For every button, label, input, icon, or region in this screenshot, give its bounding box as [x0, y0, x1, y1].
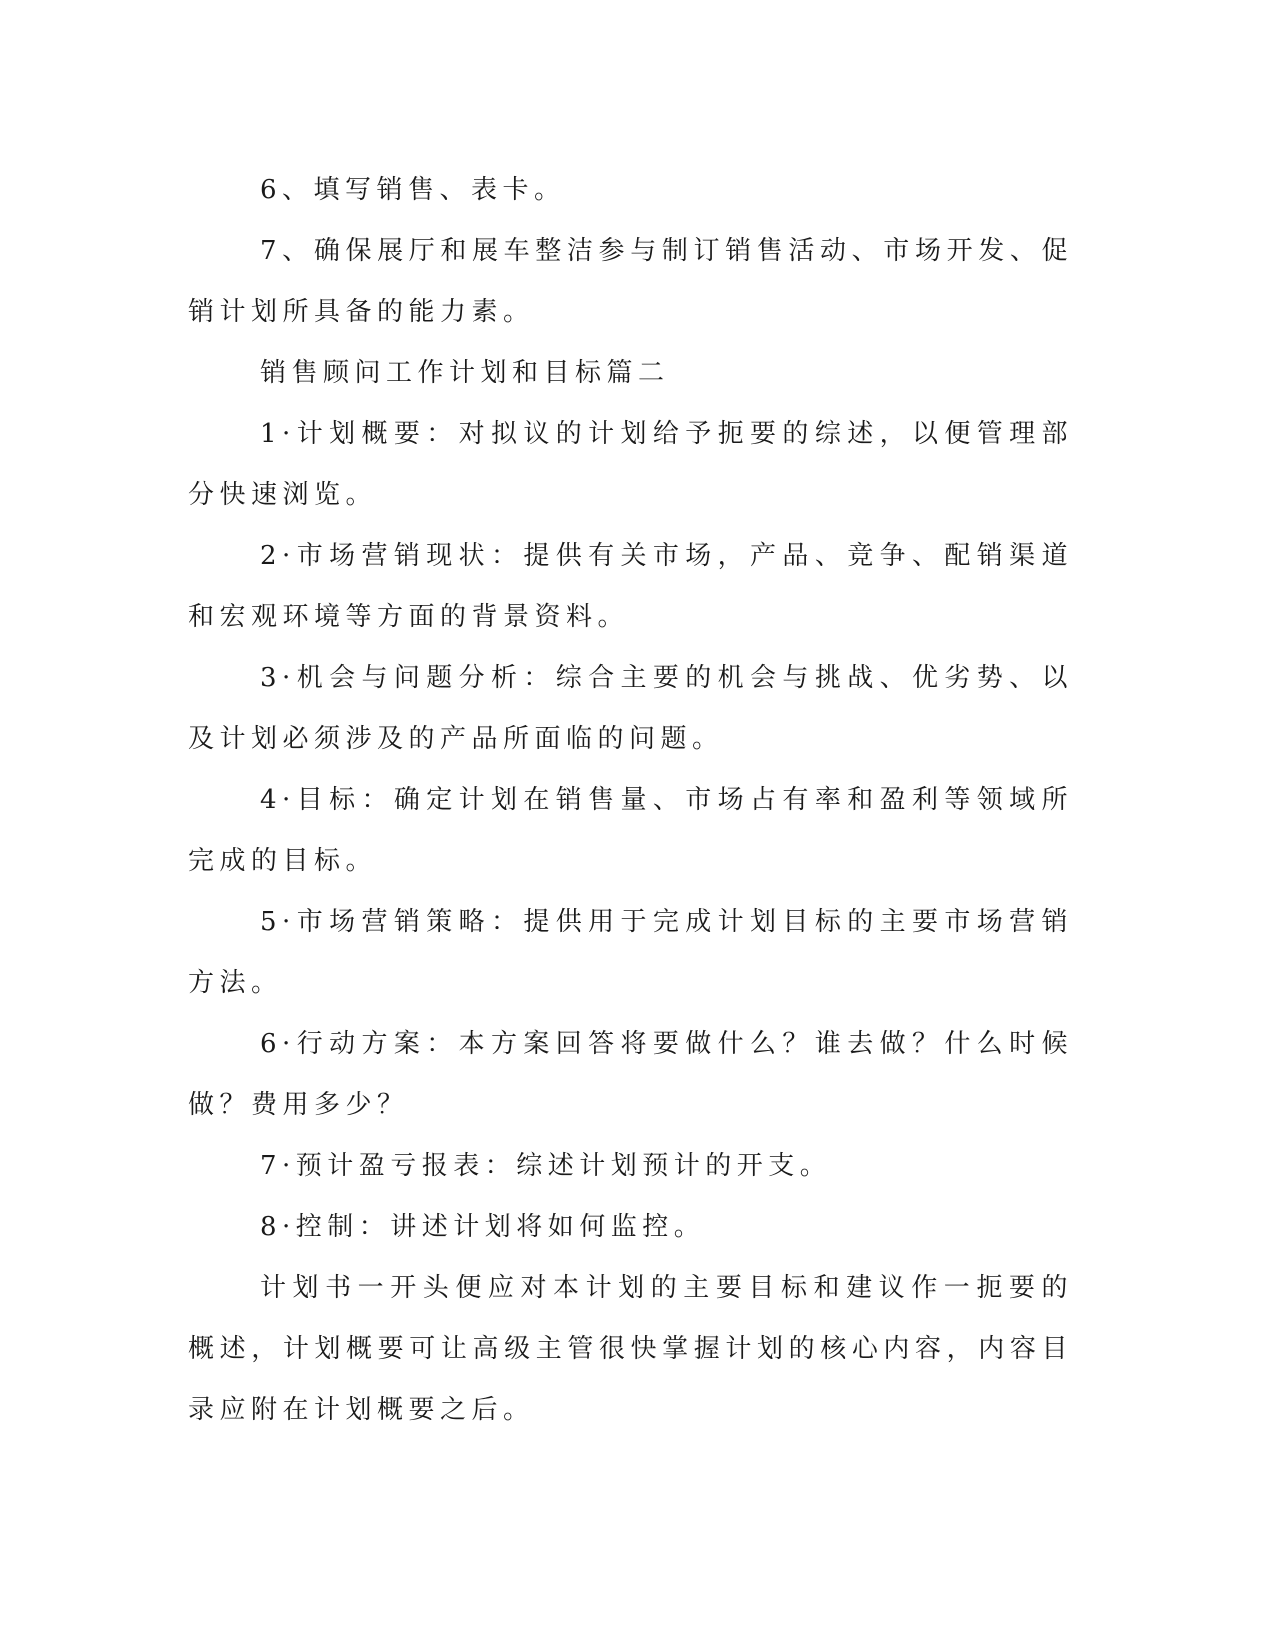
paragraph-item-6: 6、填写销售、表卡。 — [260, 175, 566, 205]
paragraph-profit-loss: 7·预计盈亏报表：综述计划预计的开支。 — [260, 1151, 832, 1181]
document-body — [188, 160, 1073, 1441]
paragraph-action-plan: 6·行动方案：本方案回答将要做什么？谁去做？什么时候做？费用多少？ — [188, 1029, 1073, 1120]
paragraph-opportunity-analysis: 3·机会与问题分析：综合主要的机会与挑战、优劣势、以及计划必须涉及的产品所面临的问题。 — [188, 663, 1073, 754]
paragraph-plan-summary: 1·计划概要：对拟议的计划给予扼要的综述，以便管理部分快速浏览。 — [188, 419, 1073, 510]
section-heading: 销售顾问工作计划和目标篇二 — [260, 358, 670, 388]
paragraph-conclusion: 计划书一开头便应对本计划的主要目标和建议作一扼要的概述，计划概要可让高级主管很快掌握计划的核心内容，内容目录应附在计划概要之后。 — [188, 1273, 1073, 1425]
paragraph-market-status: 2·市场营销现状：提供有关市场，产品、竞争、配销渠道和宏观环境等方面的背景资料。 — [188, 541, 1073, 632]
paragraph-control: 8·控制：讲述计划将如何监控。 — [260, 1212, 706, 1242]
paragraph-item-7: 7、确保展厅和展车整洁参与制订销售活动、市场开发、促销计划所具备的能力素。 — [188, 236, 1073, 327]
paragraph-goals: 4·目标：确定计划在销售量、市场占有率和盈利等领域所完成的目标。 — [188, 785, 1073, 876]
paragraph-marketing-strategy: 5·市场营销策略：提供用于完成计划目标的主要市场营销方法。 — [188, 907, 1073, 998]
